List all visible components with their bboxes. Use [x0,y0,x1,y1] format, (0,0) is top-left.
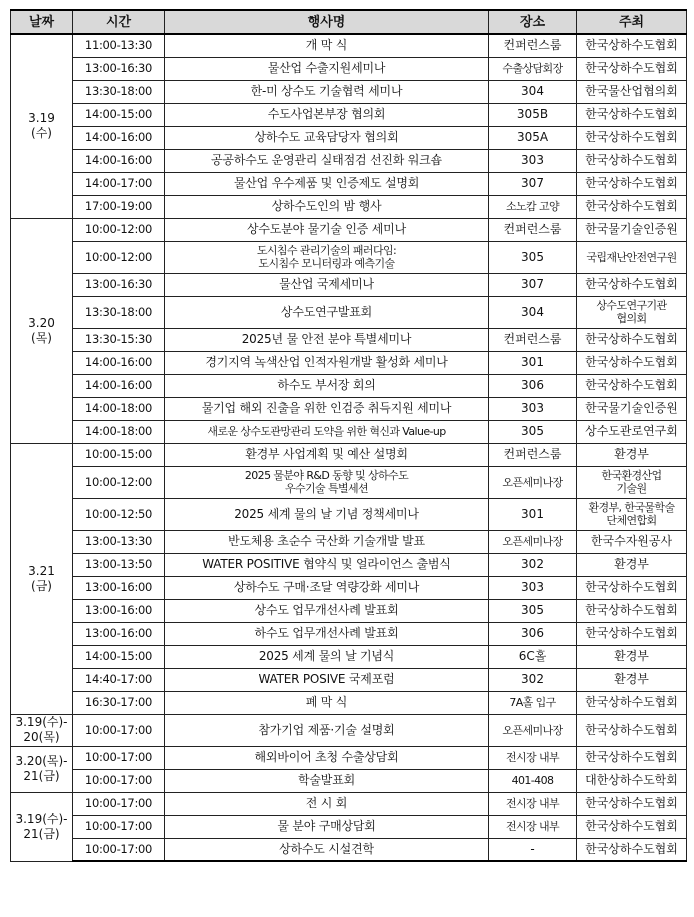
table-row [11,838,687,861]
venue-cell: 소노캄 고양 [489,195,577,218]
table-row [11,466,687,498]
time-cell: 10:00-12:50 [73,498,165,530]
venue-cell: 306 [489,622,577,645]
venue-cell: 6C홀 [489,645,577,668]
date-cell: 3.20(목)- 21(금) [11,746,73,792]
table-row [11,273,687,296]
table-row [11,576,687,599]
event-cell: 상하수도 교육담당자 협의회 [165,126,489,149]
table-row [11,241,687,273]
table-body [11,34,687,861]
event-cell: 하수도 업무개선사례 발표회 [165,622,489,645]
table-row [11,374,687,397]
host-cell: 환경부 [577,553,687,576]
time-cell: 10:00-12:00 [73,466,165,498]
table-row [11,218,687,241]
event-cell: 개 막 식 [165,34,489,57]
venue-cell: 301 [489,498,577,530]
venue-cell: 305 [489,599,577,622]
host-cell: 한국물기술인증원 [577,218,687,241]
time-cell: 10:00-17:00 [73,815,165,838]
time-cell: 14:00-16:00 [73,351,165,374]
venue-cell: 수출상담회장 [489,57,577,80]
event-cell: 반도체용 초순수 국산화 기술개발 발표 [165,530,489,553]
host-cell: 한국상하수도협회 [577,792,687,815]
host-cell: 한국상하수도협회 [577,746,687,769]
time-cell: 14:00-17:00 [73,172,165,195]
table-row [11,668,687,691]
venue-cell: 오픈세미나장 [489,466,577,498]
table-row [11,746,687,769]
host-cell: 한국물산업협의회 [577,80,687,103]
header-venue: 장소 [489,10,577,34]
host-cell: 한국상하수도협회 [577,576,687,599]
time-cell: 14:00-16:00 [73,149,165,172]
venue-cell: 오픈세미나장 [489,714,577,746]
event-cell: 공공하수도 운영관리 실태점검 선진화 워크숍 [165,149,489,172]
venue-cell: 301 [489,351,577,374]
date-cell: 3.19 (수) [11,34,73,218]
time-cell: 13:00-16:30 [73,273,165,296]
header-time: 시간 [73,10,165,34]
time-cell: 13:00-13:30 [73,530,165,553]
table-row [11,126,687,149]
venue-cell: 303 [489,576,577,599]
time-cell: 10:00-17:00 [73,714,165,746]
event-cell: 2025 세계 물의 날 기념식 [165,645,489,668]
time-cell: 10:00-17:00 [73,838,165,861]
venue-cell: 305 [489,420,577,443]
time-cell: 13:30-15:30 [73,328,165,351]
table-header [11,10,687,34]
venue-cell: 307 [489,172,577,195]
event-cell: 전 시 회 [165,792,489,815]
venue-cell: 304 [489,296,577,328]
table-row [11,530,687,553]
date-cell: 3.21 (금) [11,443,73,714]
table-row [11,80,687,103]
header-host: 주최 [577,10,687,34]
host-cell: 한국상하수도협회 [577,57,687,80]
time-cell: 14:00-15:00 [73,645,165,668]
host-cell: 한국상하수도협회 [577,103,687,126]
host-cell: 한국상하수도협회 [577,374,687,397]
table-row [11,296,687,328]
event-cell: 참가기업 제품·기술 설명회 [165,714,489,746]
event-cell: 물산업 수출지원세미나 [165,57,489,80]
event-cell: 경기지역 녹색산업 인적자원개발 활성화 세미나 [165,351,489,374]
event-schedule-table [10,9,687,862]
event-cell: 물 분야 구매상담회 [165,815,489,838]
venue-cell: 전시장 내부 [489,746,577,769]
venue-cell: 컨퍼런스룸 [489,328,577,351]
date-cell: 3.19(수)- 21(금) [11,792,73,861]
event-cell: 상하수도 구매·조달 역량강화 세미나 [165,576,489,599]
date-cell: 3.20 (목) [11,218,73,443]
table-row [11,815,687,838]
time-cell: 10:00-12:00 [73,241,165,273]
event-cell: 물산업 우수제품 및 인증제도 설명회 [165,172,489,195]
table-row [11,769,687,792]
host-cell: 한국상하수도협회 [577,126,687,149]
time-cell: 14:00-18:00 [73,397,165,420]
event-cell: 한-미 상수도 기술협력 세미나 [165,80,489,103]
time-cell: 10:00-15:00 [73,443,165,466]
time-cell: 14:00-16:00 [73,374,165,397]
table-row [11,792,687,815]
time-cell: 14:00-16:00 [73,126,165,149]
table-row [11,420,687,443]
venue-cell: 306 [489,374,577,397]
header-date: 날짜 [11,10,73,34]
event-cell: 환경부 사업계획 및 예산 설명회 [165,443,489,466]
time-cell: 10:00-17:00 [73,792,165,815]
event-cell: 상수도연구발표회 [165,296,489,328]
venue-cell: 305A [489,126,577,149]
host-cell: 한국상하수도협회 [577,149,687,172]
venue-cell: 컨퍼런스룸 [489,34,577,57]
host-cell: 환경부 [577,668,687,691]
host-cell: 한국상하수도협회 [577,815,687,838]
event-cell: 2025년 물 안전 분야 특별세미나 [165,328,489,351]
host-cell: 한국상하수도협회 [577,838,687,861]
host-cell: 한국상하수도협회 [577,273,687,296]
table-row [11,645,687,668]
venue-cell: 7A홀 입구 [489,691,577,714]
host-cell: 한국상하수도협회 [577,34,687,57]
event-cell: 상수도 업무개선사례 발표회 [165,599,489,622]
venue-cell: 오픈세미나장 [489,530,577,553]
time-cell: 13:30-18:00 [73,80,165,103]
venue-cell: 302 [489,553,577,576]
event-cell: 도시침수 관리기술의 패러다임: 도시침수 모니터링과 예측기술 [165,241,489,273]
time-cell: 13:00-16:00 [73,622,165,645]
event-cell: 상하수도인의 밤 행사 [165,195,489,218]
table-row [11,103,687,126]
time-cell: 16:30-17:00 [73,691,165,714]
date-cell: 3.19(수)- 20(목) [11,714,73,746]
table-row [11,599,687,622]
host-cell: 한국상하수도협회 [577,714,687,746]
header-event: 행사명 [165,10,489,34]
table-row [11,34,687,57]
host-cell: 환경부 [577,443,687,466]
venue-cell: 305 [489,241,577,273]
time-cell: 13:00-16:00 [73,599,165,622]
event-cell: 학술발표회 [165,769,489,792]
host-cell: 한국물기술인증원 [577,397,687,420]
event-cell: 물산업 국제세미나 [165,273,489,296]
time-cell: 13:00-13:50 [73,553,165,576]
event-cell: 수도사업본부장 협의회 [165,103,489,126]
table-row [11,57,687,80]
event-cell: 해외바이어 초청 수출상담회 [165,746,489,769]
host-cell: 한국상하수도협회 [577,599,687,622]
time-cell: 10:00-17:00 [73,769,165,792]
venue-cell: 전시장 내부 [489,815,577,838]
time-cell: 14:40-17:00 [73,668,165,691]
venue-cell: 컨퍼런스룸 [489,443,577,466]
event-cell: WATER POSIVE 국제포럼 [165,668,489,691]
time-cell: 14:00-15:00 [73,103,165,126]
host-cell: 대한상하수도학회 [577,769,687,792]
host-cell: 한국상하수도협회 [577,172,687,195]
event-cell: 새로운 상수도관망관리 도약을 위한 혁신과 Value-up [165,420,489,443]
venue-cell: 303 [489,397,577,420]
host-cell: 상수도관로연구회 [577,420,687,443]
time-cell: 10:00-17:00 [73,746,165,769]
table-row [11,443,687,466]
table-row [11,622,687,645]
time-cell: 10:00-12:00 [73,218,165,241]
time-cell: 17:00-19:00 [73,195,165,218]
time-cell: 13:00-16:30 [73,57,165,80]
venue-cell: 307 [489,273,577,296]
table-row [11,498,687,530]
table-row [11,553,687,576]
event-cell: 하수도 부서장 회의 [165,374,489,397]
time-cell: 11:00-13:30 [73,34,165,57]
event-cell: 2025 세계 물의 날 기념 정책세미나 [165,498,489,530]
venue-cell: 305B [489,103,577,126]
event-cell: 상하수도 시설견학 [165,838,489,861]
host-cell: 한국상하수도협회 [577,691,687,714]
venue-cell: 컨퍼런스룸 [489,218,577,241]
time-cell: 13:30-18:00 [73,296,165,328]
table-row [11,172,687,195]
event-cell: 상수도분야 물기술 인증 세미나 [165,218,489,241]
host-cell: 한국상하수도협회 [577,328,687,351]
host-cell: 한국상하수도협회 [577,622,687,645]
host-cell: 한국수자원공사 [577,530,687,553]
table-row [11,328,687,351]
venue-cell: 303 [489,149,577,172]
venue-cell: - [489,838,577,861]
event-cell: 물기업 해외 진출을 위한 인검증 취득지원 세미나 [165,397,489,420]
header-row [11,10,687,34]
host-cell: 한국상하수도협회 [577,351,687,374]
table-row [11,397,687,420]
host-cell: 환경부, 한국물학술 단체연합회 [577,498,687,530]
venue-cell: 304 [489,80,577,103]
event-cell: 2025 물분야 R&D 동향 및 상하수도 우수기술 특별세션 [165,466,489,498]
venue-cell: 전시장 내부 [489,792,577,815]
host-cell: 상수도연구기관 협의회 [577,296,687,328]
event-cell: 폐 막 식 [165,691,489,714]
venue-cell: 302 [489,668,577,691]
host-cell: 한국환경산업 기술원 [577,466,687,498]
time-cell: 14:00-18:00 [73,420,165,443]
event-cell: WATER POSITIVE 협약식 및 얼라이언스 출범식 [165,553,489,576]
venue-cell: 401-408 [489,769,577,792]
table-row [11,714,687,746]
host-cell: 환경부 [577,645,687,668]
table-row [11,351,687,374]
time-cell: 13:00-16:00 [73,576,165,599]
host-cell: 국립재난안전연구원 [577,241,687,273]
table-row [11,691,687,714]
table-row [11,195,687,218]
host-cell: 한국상하수도협회 [577,195,687,218]
table-row [11,149,687,172]
